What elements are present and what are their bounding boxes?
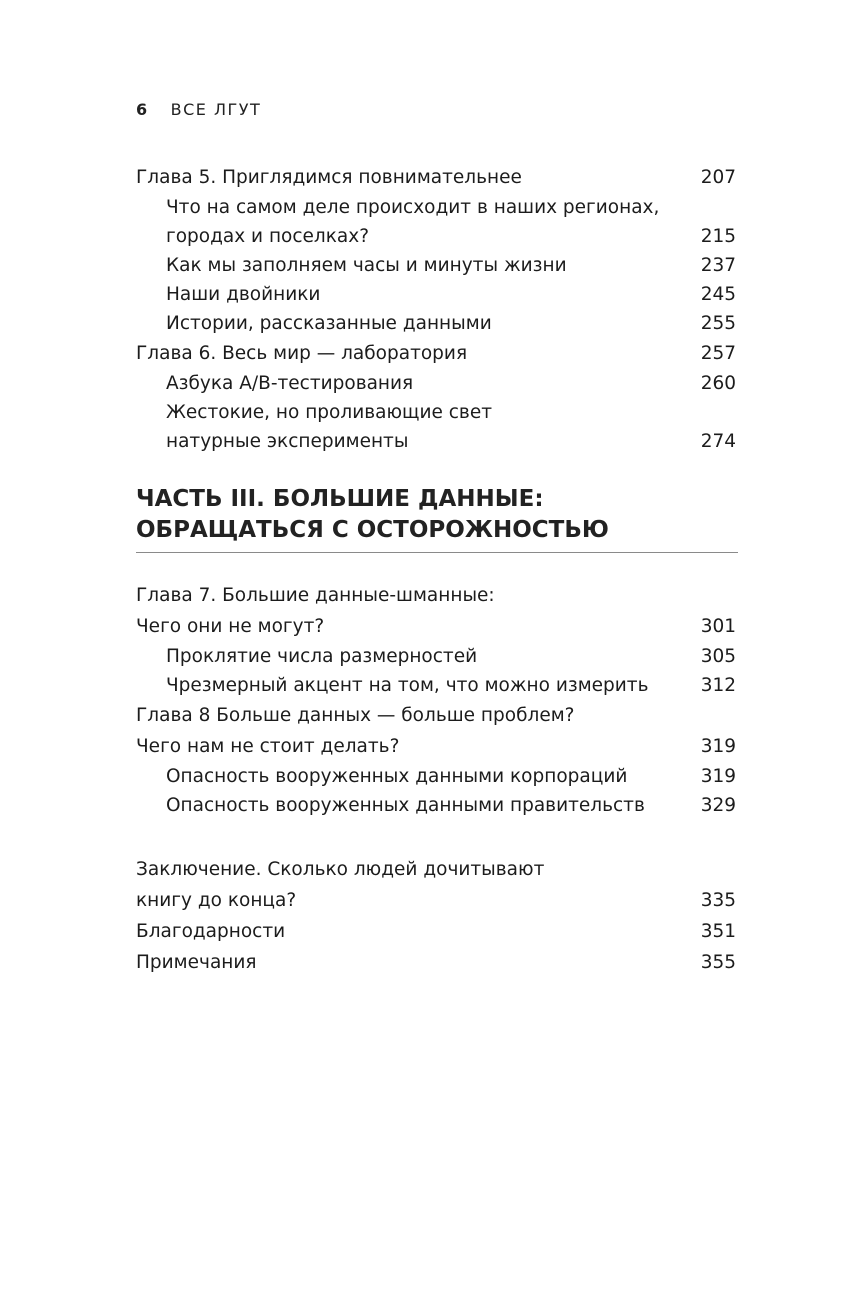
part-divider: [136, 552, 738, 553]
toc-entry-page: 255: [700, 313, 736, 334]
toc-entry[interactable]: [136, 671, 736, 700]
toc-entry-page: 319: [700, 736, 736, 757]
toc-entry-page: 274: [700, 431, 736, 452]
toc-entry-title: книгу до конца?: [136, 890, 297, 911]
part-heading-line-2: ОБРАЩАТЬСЯ С ОСТОРОЖНОСТЬЮ: [136, 517, 609, 543]
toc-entry-title: Глава 8 Больше данных — больше проблем?: [136, 705, 575, 726]
toc-entry-title: Азбука А/В-тестирования: [166, 373, 414, 394]
toc-entry-title: Глава 7. Большие данные-шманные:: [136, 585, 495, 606]
toc-entry-notes[interactable]: [136, 947, 736, 978]
toc-entry-title: Чрезмерный акцент на том, что можно измерить: [166, 675, 649, 696]
toc-entry-page: 305: [700, 646, 736, 667]
toc-entry-title: Глава 6. Весь мир — лаборатория: [136, 343, 468, 364]
toc-entry-chapter-5[interactable]: [136, 162, 736, 193]
toc-entry-page: 237: [700, 255, 736, 276]
toc-entry[interactable]: [136, 369, 736, 398]
toc-entry-page: 260: [700, 373, 736, 394]
toc-entry[interactable]: [136, 611, 736, 642]
toc-entry[interactable]: [136, 731, 736, 762]
toc-entry-page: 335: [700, 890, 736, 911]
toc-entry-chapter-6[interactable]: [136, 338, 736, 369]
toc-entry-title: Опасность вооруженных данными корпораций: [166, 766, 628, 787]
toc-entry-page: 207: [700, 167, 736, 188]
toc-entry-page: 245: [700, 284, 736, 305]
toc-entry-title: городах и поселках?: [166, 226, 370, 247]
toc-block-back-matter: [136, 854, 736, 978]
toc-entry[interactable]: [136, 762, 736, 791]
toc-entry-page: 319: [700, 766, 736, 787]
toc-entry-title: Что на самом деле происходит в наших регионах,: [166, 197, 660, 218]
toc-entry-page: 301: [700, 616, 736, 637]
toc-entry-title: Благодарности: [136, 921, 286, 942]
toc-entry[interactable]: [136, 222, 736, 251]
toc-entry-chapter-7[interactable]: [136, 580, 736, 611]
toc-entry-title: Примечания: [136, 952, 257, 973]
toc-entry-title: Проклятие числа размерностей: [166, 646, 478, 667]
toc-block-chapters-5-6: [136, 162, 736, 456]
toc-entry[interactable]: [136, 427, 736, 456]
toc-entry[interactable]: [136, 309, 736, 338]
running-header: [136, 100, 261, 119]
page-number: 6: [136, 100, 149, 119]
toc-entry[interactable]: [136, 398, 736, 427]
toc-entry[interactable]: [136, 642, 736, 671]
toc-entry-title: Чего нам не стоит делать?: [136, 736, 400, 757]
toc-entry-title: Глава 5. Приглядимся повнимательнее: [136, 167, 522, 188]
toc-entry-title: натурные эксперименты: [166, 431, 409, 452]
toc-entry-title: Чего они не могут?: [136, 616, 325, 637]
toc-entry-title: Заключение. Сколько людей дочитывают: [136, 859, 545, 880]
toc-entry-title: Как мы заполняем часы и минуты жизни: [166, 255, 567, 276]
toc-entry[interactable]: [136, 280, 736, 309]
toc-entry-title: Наши двойники: [166, 284, 321, 305]
toc-entry-page: 351: [700, 921, 736, 942]
toc-entry-page: 329: [700, 795, 736, 816]
toc-entry-page: 312: [700, 675, 736, 696]
toc-entry-title: Опасность вооруженных данными правительств: [166, 795, 645, 816]
running-title: ВСЕ ЛГУТ: [170, 100, 262, 119]
toc-entry-chapter-8[interactable]: [136, 700, 736, 731]
part-heading-line-1: ЧАСТЬ III. БОЛЬШИЕ ДАННЫЕ:: [136, 486, 544, 512]
toc-entry-acknowledgements[interactable]: [136, 916, 736, 947]
toc-entry[interactable]: [136, 193, 736, 222]
toc-entry-page: 355: [700, 952, 736, 973]
toc-entry[interactable]: [136, 885, 736, 916]
part-heading: [136, 484, 738, 546]
toc-entry-page: 257: [700, 343, 736, 364]
toc-entry[interactable]: [136, 791, 736, 820]
toc-entry-page: 215: [700, 226, 736, 247]
toc-entry-title: Жестокие, но проливающие свет: [166, 402, 492, 423]
toc-entry[interactable]: [136, 251, 736, 280]
toc-entry-conclusion[interactable]: [136, 854, 736, 885]
toc-entry-title: Истории, рассказанные данными: [166, 313, 492, 334]
toc-block-chapters-7-8: [136, 580, 736, 820]
